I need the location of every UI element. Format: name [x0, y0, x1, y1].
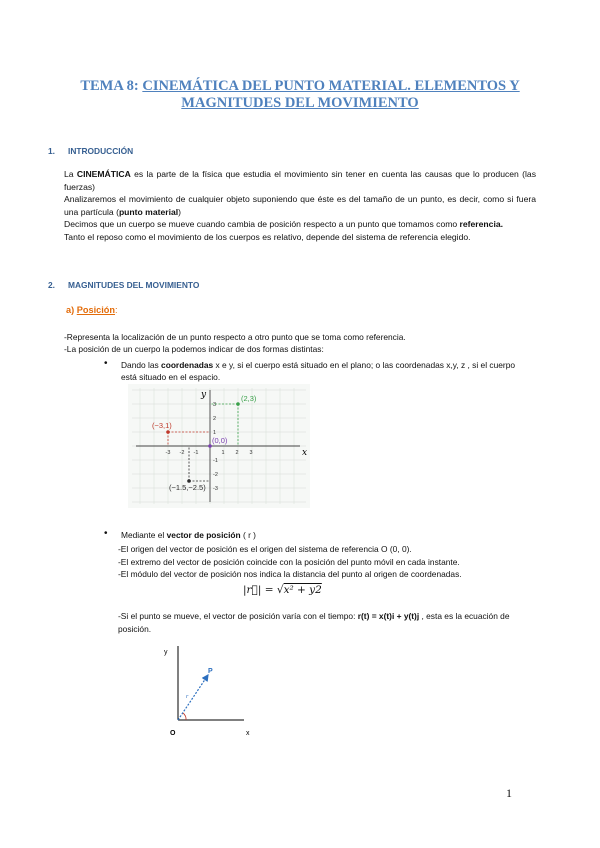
point-label: (−3,1)	[152, 421, 172, 430]
section-heading-1	[48, 146, 133, 156]
sqrt-symbol: √	[276, 584, 284, 596]
text: ( r )	[240, 530, 256, 540]
subsection-posicion	[66, 305, 118, 315]
y-tick-label: 2	[213, 416, 217, 422]
formula-radicand: x² + y2	[283, 584, 322, 596]
section-title: MAGNITUDES DEL MOVIMIENTO	[68, 280, 200, 290]
bullet-1-text	[121, 360, 531, 383]
bold-term: referencia.	[459, 219, 504, 230]
y-tick-label: -3	[213, 486, 218, 492]
text: x e y, si el cuerpo está situado en el plano; o las coordenadas x,y, z , si el cuerpo está situado en el espacio.	[121, 360, 516, 382]
vector-prop-1: -El origen del vector de posición es el origen del sistema de referencia O (0, 0).	[118, 544, 412, 554]
position-intro	[64, 331, 536, 355]
text: , esta es la ecuación de posición.	[118, 611, 510, 634]
point-label: (−1.5,−2.5)	[169, 483, 206, 492]
x-tick-label: 1	[221, 450, 225, 456]
bold-term: r(t) = x(t)i + y(t)j	[357, 611, 420, 621]
title-line2: MAGNITUDES DEL MOVIMIENTO	[181, 95, 419, 111]
y-tick-label: 1	[213, 430, 217, 436]
position-equation	[118, 610, 536, 636]
intro-p3	[64, 218, 536, 231]
text: es la parte de la física que estudia el movimiento sin tener en cuenta las causas que lo producen (las fuerzas)	[64, 169, 536, 192]
bullet-2-text	[121, 530, 531, 542]
y-tick-label: -1	[213, 458, 218, 464]
vector-prop-3: -El módulo del vector de posición nos indica la distancia del punto al origen de coordenadas.	[118, 569, 462, 579]
x-tick-label: -1	[193, 450, 199, 456]
x-tick-label: -2	[179, 450, 185, 456]
bullet-1: •	[104, 358, 108, 369]
coordinate-plot	[128, 384, 310, 508]
section-title: INTRODUCCIÓN	[68, 146, 134, 156]
page-number: 1	[506, 786, 512, 800]
modulus-formula	[243, 584, 322, 596]
vector-prop-2: -El extremo del vector de posición coincide con la posición del punto móvil en cada instante.	[118, 556, 460, 567]
subsection-colon: :	[115, 305, 118, 315]
bold-term: CINEMÁTICA	[76, 169, 131, 179]
position-vector	[178, 675, 208, 720]
text: Mediante el	[121, 530, 167, 540]
section-number: 2.	[48, 280, 55, 290]
bold-term: coordenadas	[161, 360, 214, 370]
formula-lhs: |r⃗| =	[243, 584, 277, 596]
position-line2: -La posición de un cuerpo la podemos indicar de dos formas distintas:	[64, 344, 324, 354]
origin-label: O	[170, 730, 176, 737]
vector-label: r	[186, 694, 189, 700]
text: La	[64, 169, 77, 179]
y-axis-label: y	[201, 390, 207, 400]
subsection-prefix: a)	[66, 305, 77, 315]
y-tick-label: -2	[213, 472, 218, 478]
vector-properties	[118, 543, 536, 581]
text: Analizaremos el movimiento de cualquier objeto suponiendo que éste es del tamaño de un punto, es decir, como si fuera una partícula (	[64, 194, 536, 217]
section-number: 1.	[48, 146, 55, 156]
text: )	[178, 206, 182, 217]
title-prefix: TEMA 8:	[80, 78, 143, 94]
text: Decimos que un cuerpo se mueve cuando cambia de posición respecto a un punto que tomamos como	[64, 219, 460, 230]
section-heading-2	[48, 280, 199, 290]
text: Dando las	[121, 360, 162, 370]
point-label: (2,3)	[241, 394, 257, 403]
point-label: (0,0)	[212, 436, 228, 445]
vector-diagram	[160, 640, 270, 740]
y-tick-label: 3	[213, 402, 217, 408]
point-marker	[236, 402, 240, 406]
bold-term: punto material	[118, 206, 179, 217]
x-tick-label: 2	[235, 450, 239, 456]
bold-term: vector de posición	[166, 530, 241, 540]
intro-p4: Tanto el reposo como el movimiento de los cuerpos es relativo, depende del sistema de referencia elegido.	[64, 231, 471, 242]
x-tick-label: -3	[165, 450, 171, 456]
text: -Si el punto se mueve, el vector de posición varía con el tiempo:	[118, 611, 358, 621]
angle-arc	[183, 713, 186, 720]
intro-paragraphs	[64, 168, 536, 244]
intro-p1	[64, 168, 536, 193]
position-line1: -Representa la localización de un punto respecto a otro punto que se toma como referencia.	[64, 332, 406, 342]
x-axis-label: x	[302, 448, 308, 458]
vector-diagram-svg	[160, 640, 270, 740]
bullet-2: •	[104, 528, 108, 539]
title-line1: CINEMÁTICA DEL PUNTO MATERIAL. ELEMENTOS Y	[142, 78, 520, 94]
point-label: P	[208, 668, 213, 675]
coordinate-plot-svg	[128, 384, 310, 508]
subsection-label: Posición	[76, 305, 116, 315]
intro-p2	[64, 193, 536, 218]
x-tick-label: 3	[249, 450, 253, 456]
page-title	[60, 78, 540, 112]
x-label: x	[246, 730, 250, 737]
y-label: y	[164, 649, 168, 656]
point-marker	[166, 430, 170, 434]
